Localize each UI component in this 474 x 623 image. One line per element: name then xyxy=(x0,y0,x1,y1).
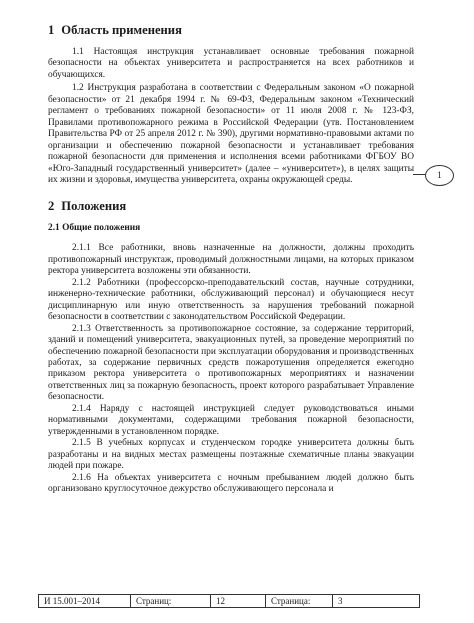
callout-leader-line xyxy=(413,174,425,175)
paragraph-2-1-4: 2.1.4 Наряду с настоящей инструкцией следует руководствоваться иными нормативными документами, содержащими требования пожарной безопасности, утвержденными в установленном порядке. xyxy=(48,403,414,437)
paragraph-2-1-5: 2.1.5 В учебных корпусах и студенческом городке университета должны быть разработаны и на видных местах размещены поэтажные схематичные планы эвакуации людей при пожаре. xyxy=(48,438,414,472)
footer-stamp xyxy=(38,594,420,608)
section-2-title: Положения xyxy=(61,199,127,214)
paragraph-2-1-6: 2.1.6 На объектах университета с ночным пребыванием людей должно быть организовано круглосуточное дежурство обслуживающего персонала и xyxy=(48,472,414,494)
subsection-2-1-heading: 2.1 Общие положения xyxy=(48,223,141,234)
paragraph-1-2: 1.2 Инструкция разработана в соответствии с Федеральным законом «О пожарной безопасности» от 21 декабря 1994 г. № 69-ФЗ, Федеральным законом «Технический регламент о требованиях пожарной безопасности» от 11 июля 2008 г. № 123-ФЗ, Правилами противопожарного режима в Российской Федерации (утв. Постановлением Правительства РФ от 25 апреля 2012 г. № 390), другими нормативно-правовыми актами по организации и обеспечению пожарной безопасности и устанавливает требования пожарной безопасности для применения и исполнения всеми работниками ФГБОУ ВО «Юго-Западный государственный университет» (далее – «университет»), в целях защиты их жизни и здоровья, имущества университета, охраны окружающей среды. xyxy=(48,83,414,185)
footer-page-label: Страница: xyxy=(266,595,333,607)
footer-doc-code: И 15.001–2014 xyxy=(39,595,131,607)
section-1-title: Область применения xyxy=(61,23,182,37)
document-body xyxy=(48,22,414,495)
paragraph-2-1-2: 2.1.2 Работники (профессорско-преподавательский состав, научные сотрудники, инженерно-технические работники, обслуживающий персонал) и обучающиеся несут дисциплинарную или иную ответственность за нарушения требований пожарной безопасности в соответствии с законодательством Российской Федерации. xyxy=(48,277,414,323)
section-2-heading xyxy=(48,198,414,214)
callout-marker: 1 xyxy=(425,165,454,186)
section-1-heading xyxy=(48,22,414,38)
section-1-number: 1 xyxy=(48,23,55,37)
footer-pages-value: 12 xyxy=(211,595,266,607)
paragraph-2-1-3: 2.1.3 Ответственность за противопожарное состояние, за содержание территорий, зданий и помещений университета, эвакуационных путей, за проведение мероприятий по обеспечению пожарной безопасности при эксплуатации оборудования и производственных работах, за содержание первичных средств пожаротушения определяется ежегодно приказом ректора университета о противопожарных мероприятиях и назначении ответственных лиц за пожарную безопасность, проект которого разрабатывает Управление безопасности. xyxy=(48,323,414,403)
footer-pages-label: Страниц: xyxy=(131,595,211,607)
footer-page-value: 3 xyxy=(338,596,343,606)
section-2-number: 2 xyxy=(48,199,55,214)
paragraph-1-1: 1.1 Настоящая инструкция устанавливает основные требования пожарной безопасности на объектах университета и распространяется на всех работников и обучающихся. xyxy=(48,47,414,80)
paragraph-2-1-1: 2.1.1 Все работники, вновь назначенные на должности, должны проходить противопожарный инструктаж, проводимый должностными лицами, на которых приказом ректора университета возложены эти обязанности. xyxy=(48,243,414,277)
